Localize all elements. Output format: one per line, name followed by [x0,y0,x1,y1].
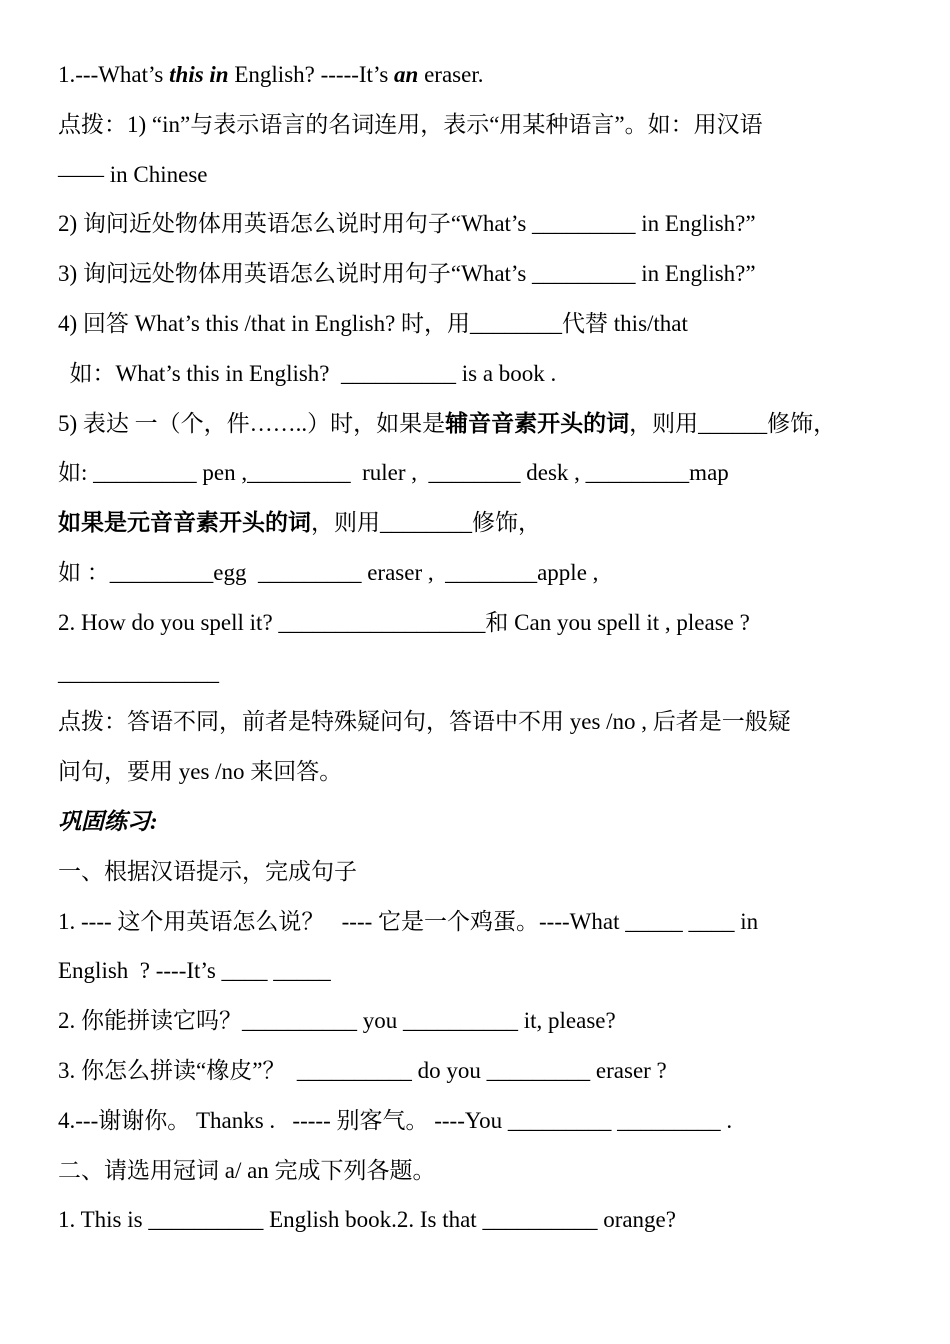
line-2: 点拨：1) “in”与表示语言的名词连用，表示“用某种语言”。如：用汉语 [58,111,763,137]
line-19: English ? ----It’s ____ _____ [58,958,331,984]
line-22: 4.---谢谢你。 Thanks . ----- 别客气。 ----You _________ _________ . [58,1107,733,1133]
line-14: 点拨：答语不同，前者是特殊疑问句，答语中不用 yes /no , 后者是一般疑 [58,709,791,735]
emphasis-text: this in [169,62,229,87]
line-13: ______________ [58,659,219,685]
document-page [58,50,878,1245]
line-6: 4) 回答 What’s this /that in English? 时，用________代替 this/that [58,310,688,336]
line-20: 2. 你能拼读它吗？__________ you __________ it, please? [58,1008,616,1034]
line-8 [58,399,878,449]
line-5: 3) 询问远处物体用英语怎么说时用句子“What’s _________ in English?” [58,261,756,287]
line-21: 3. 你怎么拼读“橡皮”？ __________ do you _________ eraser ? [58,1057,667,1083]
text: 1.---What’s [58,62,170,87]
line-7: 如：What’s this in English? __________ is a book . [58,360,557,386]
line-18: 1. ---- 这个用英语怎么说？ ---- 它是一个鸡蛋。----What _____ ____ in [58,908,759,934]
text: ，则用________修饰， [311,510,541,536]
section-heading: 巩固练习: [58,808,158,834]
line-23: 二、请选用冠词 a/ an 完成下列各题。 [58,1157,436,1183]
text: 5) 表达 一（个，件……..）时，如果是 [58,410,446,436]
text: eraser. [418,62,484,87]
line-11: 如 ：_________egg _________ eraser , ________apple , [58,559,599,585]
line-12: 2. How do you spell it? __________________和 Can you spell it , please ? [58,609,750,635]
text: ，则用______修饰， [629,410,837,436]
line-10 [58,498,878,548]
line-4: 2) 询问近处物体用英语怎么说时用句子“What’s _________ in English?” [58,211,756,237]
line-3: —— in Chinese [58,161,208,187]
line-17: 一、根据汉语提示，完成句子 [58,858,357,884]
line-1 [58,50,878,100]
emphasis-text: 如果是元音音素开头的词 [58,510,311,536]
line-15: 问句，要用 yes /no 来回答。 [58,759,343,785]
text: English? -----It’s [228,62,395,87]
line-24: 1. This is __________ English book.2. Is that __________ orange? [58,1207,676,1233]
line-9: 如: _________ pen ,_________ ruler , ________ desk , _________map [58,460,729,486]
emphasis-text: an [394,62,419,87]
emphasis-text: 辅音音素开头的词 [445,410,630,436]
